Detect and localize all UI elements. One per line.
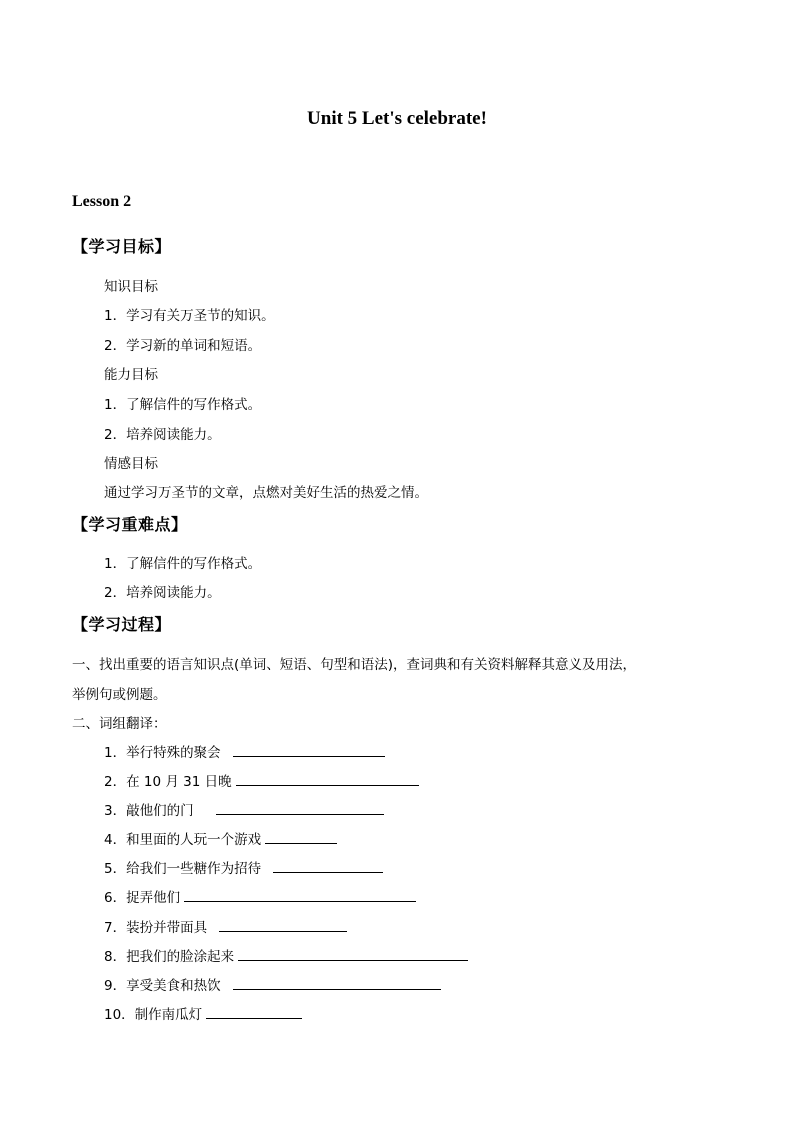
emotion-goal-label: 情感目标 [104,456,158,472]
phrase-item [104,799,384,819]
emotion-goal-text: 通过学习万圣节的文章，点燃对美好生活的热爱之情。 [104,485,428,501]
answer-blank[interactable] [233,975,441,990]
answer-blank[interactable] [265,829,337,844]
phrase-item [104,886,416,906]
key-point-item: 2．培养阅读能力。 [104,585,221,601]
answer-blank[interactable] [273,858,383,873]
answer-blank[interactable] [236,771,419,786]
phrase-item [104,945,468,965]
phrase-text: 5．给我们一些糖作为招待 [104,861,262,877]
section-heading-key-points: 【学习重难点】 [72,515,188,534]
answer-blank[interactable] [206,1004,302,1019]
phrase-text: 10．制作南瓜灯 [104,1007,203,1023]
phrase-item [104,741,385,761]
answer-blank[interactable] [233,742,385,757]
phrase-text: 8．把我们的脸涂起来 [104,949,235,965]
lesson-label: Lesson 2 [72,193,132,210]
process-paragraph-line: 一、找出重要的语言知识点(单词、短语、句型和语法)，查词典和有关资料解释其意义及用法， [72,657,637,673]
phrase-text: 9．享受美食和热饮 [104,978,221,994]
phrase-item [104,916,347,936]
phrase-item [104,770,419,790]
answer-blank[interactable] [219,917,347,932]
section-heading-process: 【学习过程】 [72,615,172,634]
phrase-text: 3．敲他们的门 [104,803,194,819]
document-title: Unit 5 Let's celebrate! [307,108,487,129]
answer-blank[interactable] [238,946,468,961]
answer-blank[interactable] [216,800,384,815]
process-paragraph-line: 举例句或例题。 [72,687,167,703]
section-heading-objectives: 【学习目标】 [72,237,172,256]
knowledge-goal-item: 1．学习有关万圣节的知识。 [104,308,275,324]
phrase-text: 6．捉弄他们 [104,890,181,906]
ability-goal-item: 2．培养阅读能力。 [104,427,221,443]
phrase-item [104,1003,302,1023]
translation-label: 二、词组翻译： [72,716,167,732]
key-point-item: 1．了解信件的写作格式。 [104,556,262,572]
ability-goal-label: 能力目标 [104,367,158,383]
ability-goal-item: 1．了解信件的写作格式。 [104,397,262,413]
phrase-item [104,974,441,994]
knowledge-goal-item: 2．学习新的单词和短语。 [104,338,262,354]
phrase-text: 4．和里面的人玩一个游戏 [104,832,262,848]
phrase-text: 7．装扮并带面具 [104,920,208,936]
knowledge-goal-label: 知识目标 [104,279,158,295]
phrase-text: 1．举行特殊的聚会 [104,745,221,761]
answer-blank[interactable] [184,887,416,902]
phrase-item [104,828,337,848]
phrase-item [104,857,383,877]
phrase-text: 2．在 10 月 31 日晚 [104,774,232,790]
